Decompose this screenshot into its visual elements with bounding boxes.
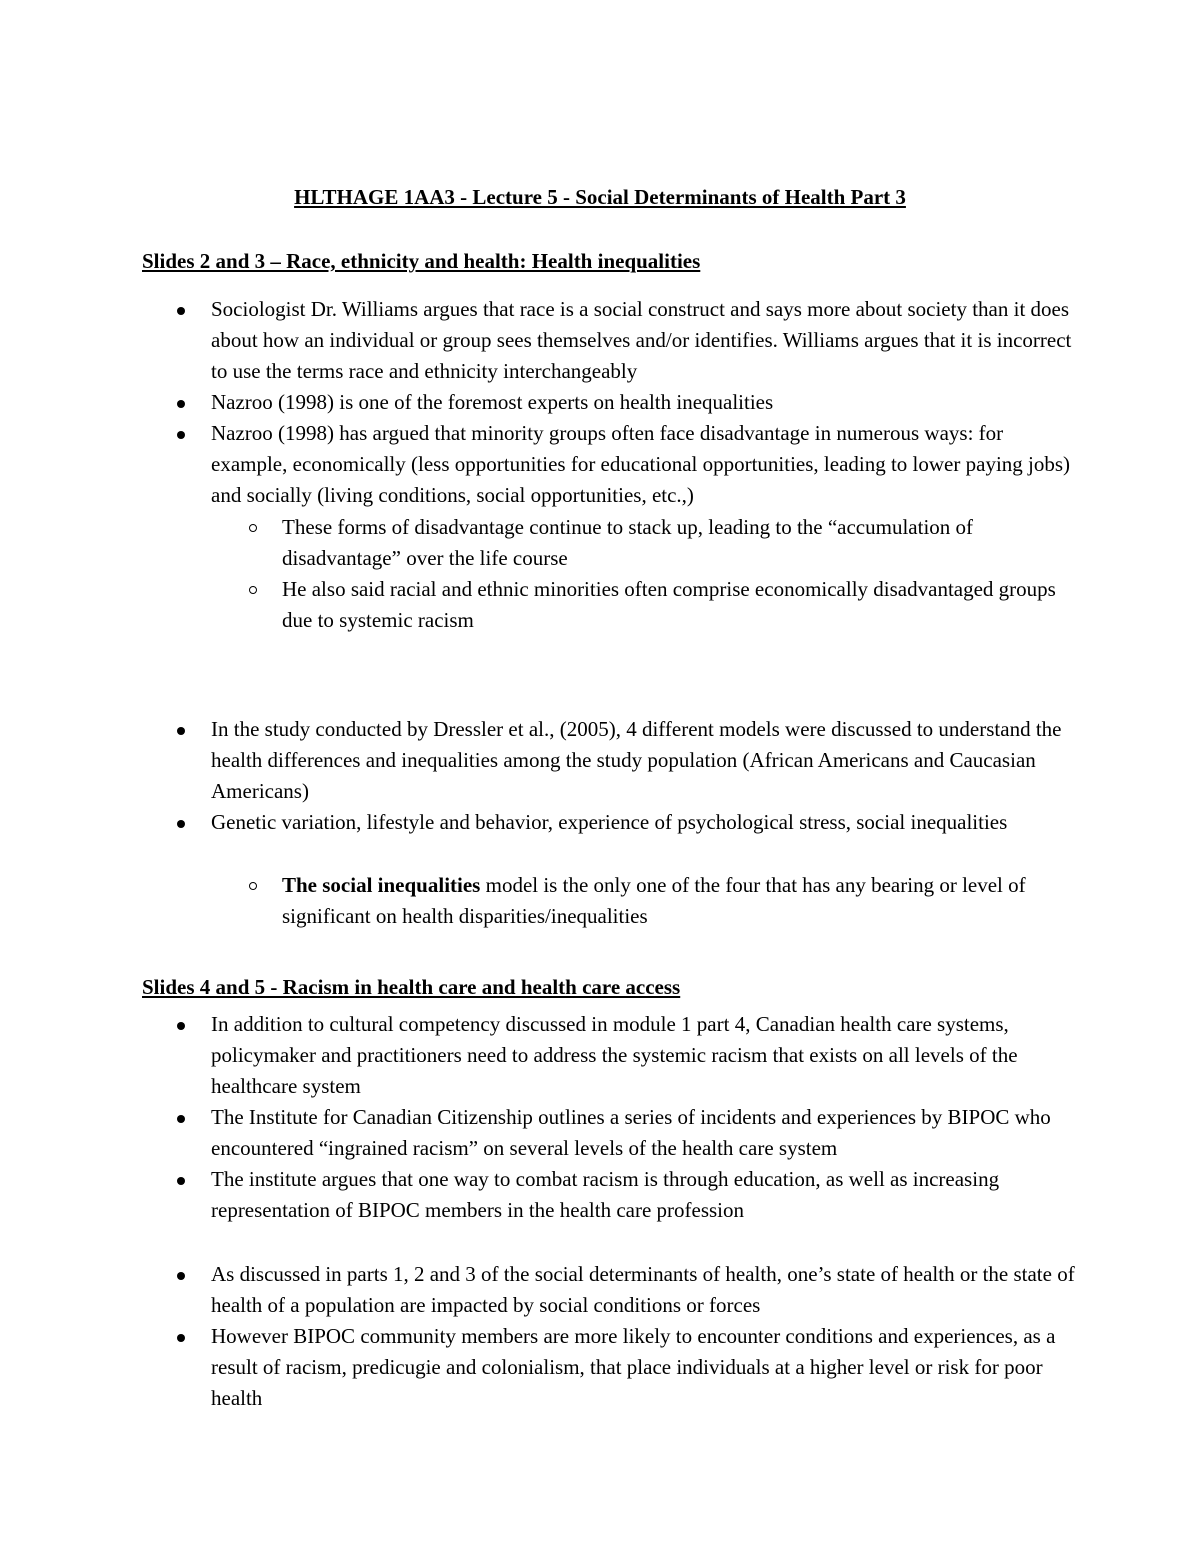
list-item-text: Genetic variation, lifestyle and behavior, experience of psychological stress, social inequalities — [211, 810, 1008, 834]
list-item — [0, 1164, 1080, 1226]
document-title: HLTHAGE 1AA3 - Lecture 5 - Social Determinants of Health Part 3 — [294, 185, 906, 209]
sub-list-item-text: These forms of disadvantage continue to stack up, leading to the “accumulation of disadvantage” over the life course — [282, 515, 974, 570]
section2-bullet-list-2 — [0, 1259, 1080, 1414]
list-item — [0, 294, 1080, 387]
sub-list-item-text: He also said racial and ethnic minorities often comprise economically disadvantaged groups due to systemic racism — [282, 577, 1056, 632]
list-item — [0, 1259, 1080, 1321]
list-item-text: Nazroo (1998) is one of the foremost experts on health inequalities — [211, 390, 774, 414]
sub-list-item-text — [282, 873, 1026, 928]
sub-list-item — [0, 870, 1080, 932]
bullet-icon — [177, 400, 185, 408]
list-item — [0, 387, 1080, 418]
list-item — [0, 1321, 1080, 1414]
sub-list-item-rest: model is the only one of the four that has any bearing or level of significant on health disparities/inequalities — [282, 873, 1026, 928]
bullet-icon — [177, 431, 185, 439]
section1-sub-list-2 — [0, 870, 1080, 932]
list-item — [0, 1009, 1080, 1102]
list-item-text: The Institute for Canadian Citizenship outlines a series of incidents and experiences by BIPOC who encountered “ingrained racism” on several levels of the health care system — [211, 1105, 1051, 1160]
bold-term: The social inequalities — [282, 873, 481, 897]
list-item — [0, 807, 1080, 838]
list-item — [0, 1102, 1080, 1164]
hollow-bullet-icon — [249, 524, 257, 532]
bullet-icon — [177, 820, 185, 828]
list-item — [0, 714, 1080, 807]
sub-list-item — [0, 574, 1080, 636]
section-heading-slides-4-5: Slides 4 and 5 - Racism in health care and health care access — [142, 975, 681, 999]
section-heading-slides-2-3: Slides 2 and 3 – Race, ethnicity and health: Health inequalities — [142, 249, 701, 273]
bullet-icon — [177, 1177, 185, 1185]
bullet-icon — [177, 1022, 185, 1030]
sub-list-item — [0, 512, 1080, 574]
bullet-icon — [177, 1272, 185, 1280]
list-item-text: As discussed in parts 1, 2 and 3 of the social determinants of health, one’s state of health or the state of health of a population are impacted by social conditions or forces — [211, 1262, 1075, 1317]
list-item — [0, 418, 1080, 511]
bullet-icon — [177, 1115, 185, 1123]
hollow-bullet-icon — [249, 586, 257, 594]
section2-bullet-list-1 — [0, 1009, 1080, 1226]
hollow-bullet-icon — [249, 882, 257, 890]
section1-bullet-list-2 — [0, 714, 1080, 838]
section1-sub-list-1 — [0, 512, 1080, 636]
list-item-text: Sociologist Dr. Williams argues that race is a social construct and says more about society than it does about how an individual or group sees themselves and/or identifies. Williams argues that it is incorrect to use the terms race and ethnicity interchangeably — [211, 297, 1072, 383]
list-item-text: The institute argues that one way to combat racism is through education, as well as increasing representation of BIPOC members in the health care profession — [211, 1167, 1000, 1222]
list-item-text: In addition to cultural competency discussed in module 1 part 4, Canadian health care systems, policymaker and practitioners need to address the systemic racism that exists on all levels of the healthcare system — [211, 1012, 1018, 1098]
list-item-text: In the study conducted by Dressler et al., (2005), 4 different models were discussed to understand the health differences and inequalities among the study population (African Americans and Caucasian Americans) — [211, 717, 1062, 803]
bullet-icon — [177, 307, 185, 315]
list-item-text: However BIPOC community members are more likely to encounter conditions and experiences, as a result of racism, predicugie and colonialism, that place individuals at a higher level or risk for poor health — [211, 1324, 1056, 1410]
bullet-icon — [177, 727, 185, 735]
bullet-icon — [177, 1334, 185, 1342]
list-item-text: Nazroo (1998) has argued that minority groups often face disadvantage in numerous ways: for example, economically (less opportunities for educational opportunities, leading to lower paying jobs) and socially (living conditions, social opportunities, etc.,) — [211, 421, 1071, 507]
section1-bullet-list-1 — [0, 294, 1080, 511]
